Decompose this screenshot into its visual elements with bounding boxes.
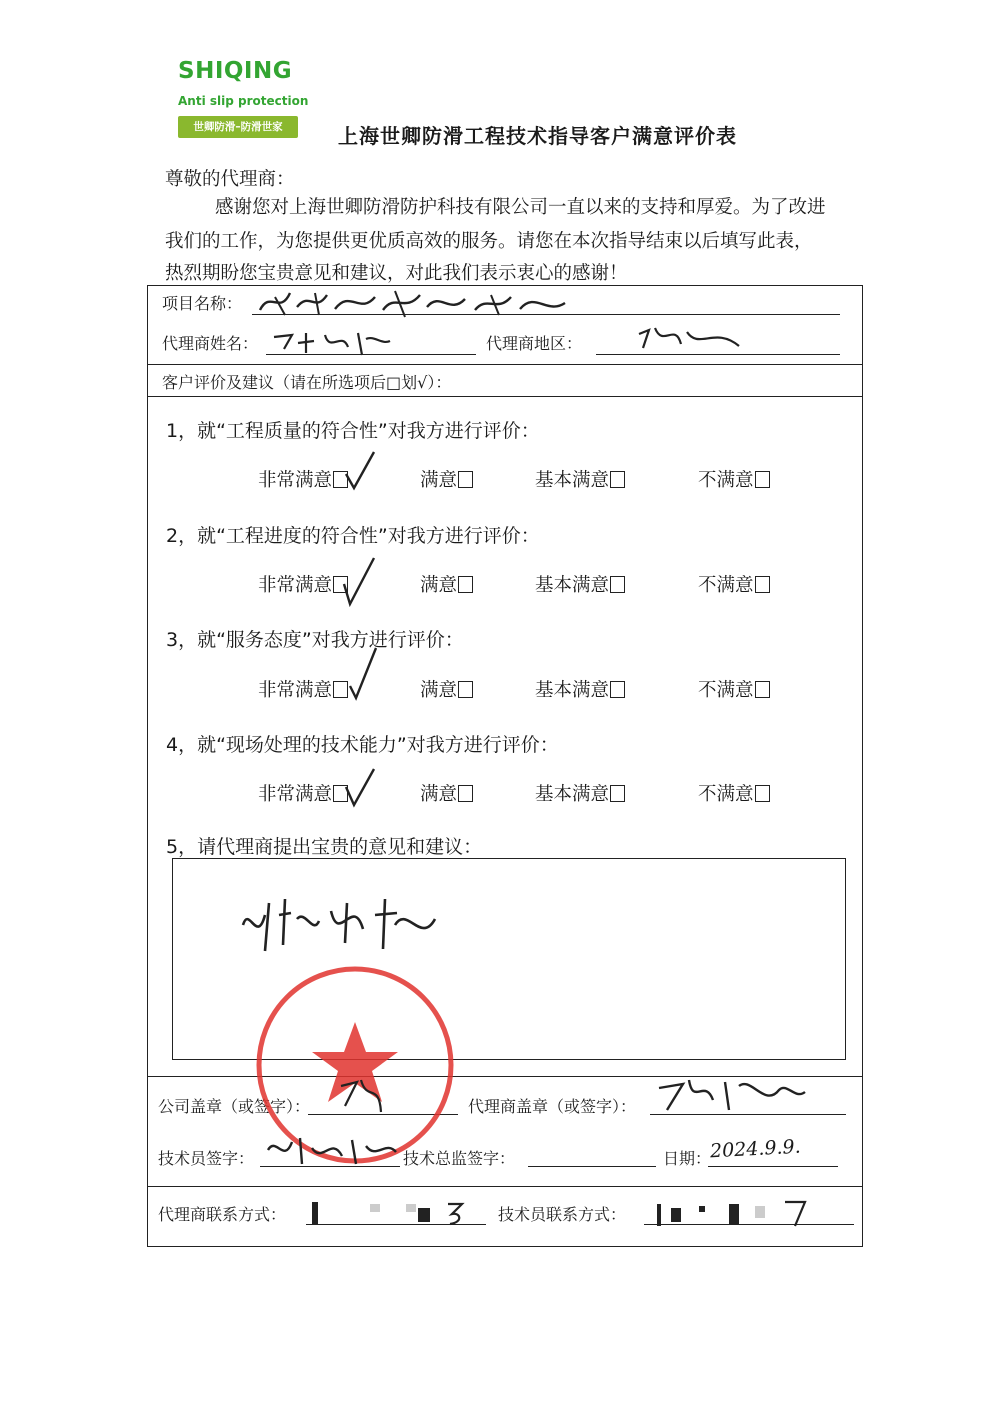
technician-sign-label: 技术员签字： bbox=[158, 1149, 255, 1168]
option-label: 非常满意 bbox=[258, 575, 333, 596]
checkmark-q2 bbox=[338, 552, 378, 612]
logo-tagline: 世卿防滑–防滑世家 bbox=[178, 116, 298, 138]
option-label: 不满意 bbox=[698, 470, 754, 491]
checkmark-q4 bbox=[340, 765, 380, 810]
greeting: 尊敬的代理商： bbox=[165, 169, 295, 190]
tech-director-sign-field[interactable] bbox=[528, 1166, 656, 1167]
option-label: 不满意 bbox=[698, 680, 754, 701]
date-label: 日期： bbox=[663, 1149, 712, 1168]
q3-option-unsatisfied[interactable] bbox=[698, 676, 770, 702]
question-2: 2，就“工程进度的符合性”对我方进行评价： bbox=[166, 525, 540, 547]
checkmark-q1 bbox=[340, 448, 380, 493]
q2-option-very-satisfied[interactable] bbox=[258, 571, 348, 597]
option-label: 基本满意 bbox=[535, 680, 610, 701]
checkbox[interactable] bbox=[458, 785, 473, 802]
q4-option-unsatisfied[interactable] bbox=[698, 780, 770, 806]
checkbox[interactable] bbox=[755, 576, 770, 593]
option-label: 基本满意 bbox=[535, 575, 610, 596]
checkbox[interactable] bbox=[755, 681, 770, 698]
option-label: 非常满意 bbox=[258, 784, 333, 805]
option-label: 满意 bbox=[420, 575, 458, 596]
q4-option-basically-satisfied[interactable] bbox=[535, 780, 625, 806]
q3-option-satisfied[interactable] bbox=[420, 676, 473, 702]
technician-contact-value bbox=[655, 1192, 825, 1232]
option-label: 基本满意 bbox=[535, 470, 610, 491]
evaluation-header: 客户评价及建议（请在所选项后□划√）： bbox=[162, 373, 452, 392]
intro-line-1: 感谢您对上海世卿防滑防护科技有限公司一直以来的支持和厚爱。为了改进 bbox=[215, 197, 826, 218]
option-label: 不满意 bbox=[698, 784, 754, 805]
q1-option-very-satisfied[interactable] bbox=[258, 466, 348, 492]
checkbox[interactable] bbox=[610, 471, 625, 488]
question-3: 3，就“服务态度”对我方进行评价： bbox=[166, 629, 464, 651]
handwritten-suggestion bbox=[235, 885, 445, 960]
checkbox[interactable] bbox=[755, 471, 770, 488]
date-field[interactable] bbox=[708, 1166, 838, 1167]
divider bbox=[148, 396, 862, 397]
q3-option-basically-satisfied[interactable] bbox=[535, 676, 625, 702]
q3-option-very-satisfied[interactable] bbox=[258, 676, 348, 702]
checkbox[interactable] bbox=[610, 785, 625, 802]
handwritten-agent-region bbox=[635, 318, 745, 358]
option-label: 不满意 bbox=[698, 575, 754, 596]
logo-subtitle: Anti slip protection bbox=[178, 94, 309, 108]
option-label: 非常满意 bbox=[258, 470, 333, 491]
checkbox[interactable] bbox=[610, 576, 625, 593]
company-signature bbox=[335, 1072, 385, 1120]
q2-option-unsatisfied[interactable] bbox=[698, 571, 770, 597]
question-4: 4，就“现场处理的技术能力”对我方进行评价： bbox=[166, 734, 559, 756]
q4-option-very-satisfied[interactable] bbox=[258, 780, 348, 806]
tech-director-sign-label: 技术总监签字： bbox=[403, 1149, 516, 1168]
q1-option-satisfied[interactable] bbox=[420, 466, 473, 492]
company-seal-label: 公司盖章（或签字）： bbox=[158, 1097, 311, 1116]
agent-name-label: 代理商姓名： bbox=[162, 334, 259, 353]
checkbox[interactable] bbox=[458, 576, 473, 593]
date-value: 2024.9.9. bbox=[709, 1135, 802, 1163]
option-label: 满意 bbox=[420, 680, 458, 701]
question-1: 1，就“工程质量的符合性”对我方进行评价： bbox=[166, 420, 540, 442]
agent-seal-label: 代理商盖章（或签字）： bbox=[468, 1097, 637, 1116]
divider bbox=[148, 1186, 862, 1187]
option-label: 满意 bbox=[420, 470, 458, 491]
suggestion-prompt: 5，请代理商提出宝贵的意见和建议： bbox=[166, 836, 483, 858]
handwritten-project-name bbox=[255, 285, 585, 325]
checkmark-q3 bbox=[344, 642, 384, 702]
checkbox[interactable] bbox=[755, 785, 770, 802]
q2-option-basically-satisfied[interactable] bbox=[535, 571, 625, 597]
option-label: 满意 bbox=[420, 784, 458, 805]
agent-region-label: 代理商地区： bbox=[486, 334, 583, 353]
option-label: 基本满意 bbox=[535, 784, 610, 805]
project-name-label: 项目名称： bbox=[162, 294, 243, 313]
agent-contact-value bbox=[310, 1192, 480, 1232]
divider bbox=[148, 364, 862, 365]
intro-line-2: 我们的工作，为您提供更优质高效的服务。请您在本次指导结束以后填写此表， bbox=[165, 231, 813, 252]
q4-option-satisfied[interactable] bbox=[420, 780, 473, 806]
document-title: 上海世卿防滑工程技术指导客户满意评价表 bbox=[338, 124, 737, 148]
q1-option-basically-satisfied[interactable] bbox=[535, 466, 625, 492]
agent-contact-label: 代理商联系方式： bbox=[158, 1205, 287, 1224]
q1-option-unsatisfied[interactable] bbox=[698, 466, 770, 492]
company-logo bbox=[178, 58, 309, 144]
checkbox[interactable] bbox=[610, 681, 625, 698]
checkbox[interactable] bbox=[458, 471, 473, 488]
intro-line-3: 热烈期盼您宝贵意见和建议，对此我们表示衷心的感谢！ bbox=[165, 263, 628, 284]
option-label: 非常满意 bbox=[258, 680, 333, 701]
q2-option-satisfied[interactable] bbox=[420, 571, 473, 597]
technician-contact-label: 技术员联系方式： bbox=[498, 1205, 627, 1224]
checkbox[interactable] bbox=[458, 681, 473, 698]
agent-signature bbox=[655, 1070, 815, 1120]
handwritten-agent-name bbox=[270, 325, 400, 360]
technician-signature bbox=[262, 1130, 402, 1170]
logo-brand: SHIQING bbox=[178, 58, 293, 84]
